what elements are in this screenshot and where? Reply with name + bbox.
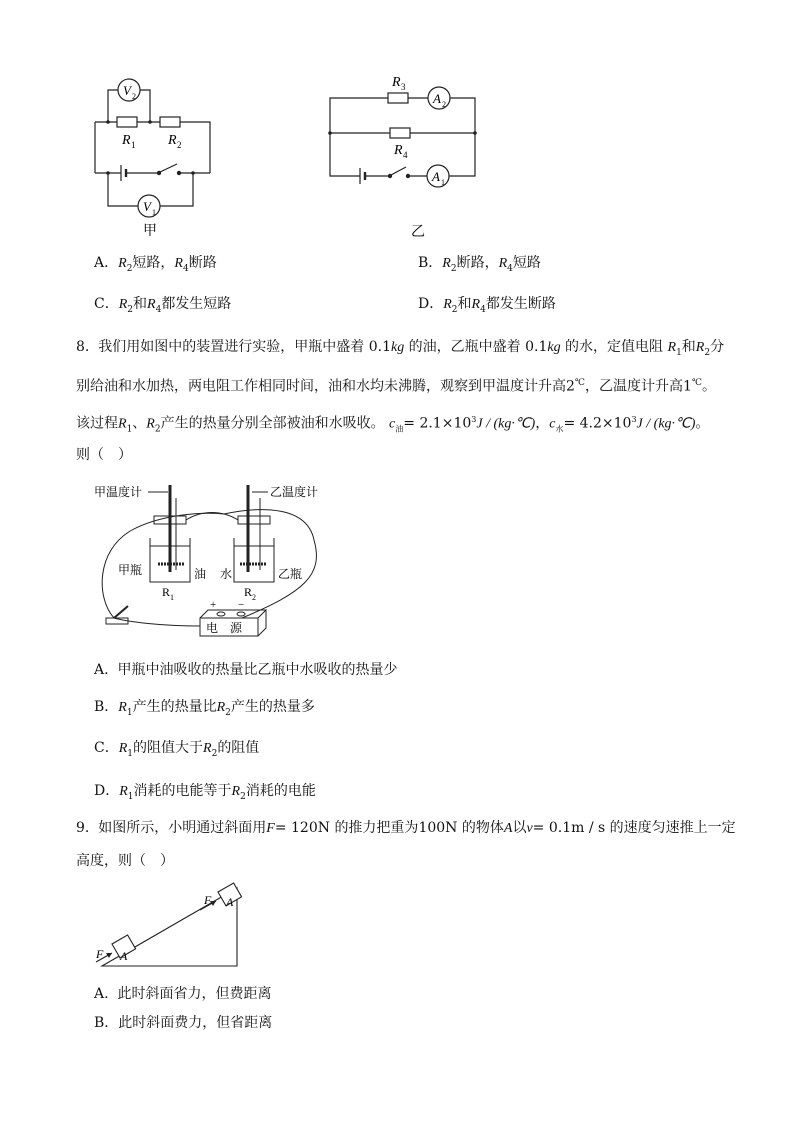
incline-figure	[92, 880, 252, 972]
resistor-symbol: R	[118, 416, 127, 432]
a1-label: A	[432, 169, 440, 184]
subscript: 4	[155, 304, 162, 315]
resistor-symbol: R	[119, 784, 128, 799]
subscript: 1	[126, 707, 133, 718]
option-text: 消耗的电能	[245, 783, 316, 799]
q8-line-1	[76, 337, 724, 363]
therm-jia-label: 甲温度计	[94, 485, 143, 499]
temp-value: 2	[566, 378, 575, 395]
subscript: 2	[450, 263, 457, 274]
r3-label: R	[392, 75, 401, 90]
option-letter: D．	[94, 783, 120, 799]
resistor-symbol: R	[118, 297, 128, 312]
bottle-yi-label: 乙瓶	[278, 567, 303, 581]
subscript: 1	[676, 347, 682, 358]
option-text: 断路，	[456, 255, 499, 271]
question-number: 9.	[76, 820, 90, 836]
subscript: 4	[182, 263, 189, 274]
option-text: 消耗的电能等于	[133, 783, 232, 799]
object-symbol: A	[503, 821, 513, 836]
v2-sub: 2	[132, 92, 136, 101]
weight-value: 100N	[418, 820, 458, 836]
bottle-jia-label: 甲瓶	[118, 563, 143, 577]
r3-sub: 3	[401, 82, 406, 92]
stem-text: ，乙温度计升高	[585, 378, 683, 395]
stem-text: 。	[695, 415, 710, 432]
stem-text: 、	[132, 415, 147, 432]
resistor-symbol: R	[442, 256, 451, 271]
stem-text: 则（ ）	[76, 447, 132, 463]
subscript: 2	[704, 347, 711, 358]
formula: c	[549, 416, 556, 432]
circuit-yi-diagram	[320, 70, 490, 242]
option-letter: C．	[94, 740, 119, 756]
v1-label: V	[143, 199, 151, 214]
formula: v	[526, 821, 533, 836]
option-text: 产生的热量多	[230, 699, 315, 715]
option-letter: D．	[418, 296, 444, 312]
resistor-symbol: R	[118, 256, 127, 271]
q9-line-2	[76, 851, 174, 871]
unit: J / (kg·℃)	[636, 416, 696, 432]
option-text: 和	[133, 296, 148, 312]
resistor-symbol: R	[695, 340, 705, 355]
q8-line-3	[76, 410, 709, 439]
subscript: 2	[127, 304, 134, 315]
unit: J / (kg·℃)	[476, 416, 536, 432]
q8-line-4	[76, 445, 132, 465]
stem-text: 我们用如图中的装置进行实验，甲瓶中盛着	[98, 339, 365, 355]
subscript: 2	[451, 304, 458, 315]
subscript: 水	[555, 424, 564, 434]
r1-fig-sub: 1	[170, 593, 174, 602]
stem-text: 和	[681, 339, 696, 355]
resistor-symbol: R	[443, 297, 452, 312]
resistor-symbol: R	[118, 700, 127, 715]
unit: kg	[390, 340, 405, 355]
a2-sub: 2	[442, 100, 446, 109]
water-label: 水	[220, 567, 233, 581]
resistor-symbol: R	[203, 741, 212, 756]
q7-option-a	[94, 253, 217, 279]
r2-fig-sub: 2	[252, 593, 256, 602]
option-text: 的阻值大于	[133, 740, 204, 756]
formula: = 120N	[274, 820, 330, 836]
option-letter: B．	[418, 255, 443, 271]
v2-label: V	[123, 83, 131, 98]
yi-caption: 乙	[411, 225, 425, 240]
q8-option-d	[94, 781, 316, 807]
option-text: 短路	[512, 255, 541, 271]
v1-sub: 1	[152, 208, 156, 217]
r4-label: R	[394, 143, 403, 158]
q8-option-a	[94, 660, 397, 680]
r4-sub: 4	[403, 150, 408, 160]
resistor-symbol: R	[147, 297, 156, 312]
therm-yi-label: 乙温度计	[270, 485, 319, 499]
q8-line-2	[76, 373, 716, 397]
resistor-symbol: R	[498, 256, 508, 271]
a1-sub: 1	[441, 178, 445, 187]
formula: = 2.1×10	[403, 415, 472, 432]
stem-text: 的速度匀速推上一定	[609, 820, 736, 836]
stem-text: ，	[535, 415, 550, 432]
formula: c	[389, 416, 396, 432]
stem-text: 产生的热量分别全部被油和水吸收。	[160, 415, 385, 432]
block-label-top: A	[226, 895, 234, 909]
formula: = 4.2×10	[563, 415, 632, 432]
stem-text: 该过程	[76, 415, 118, 432]
option-letter: A.	[94, 986, 109, 1002]
force-label-bottom: F	[96, 947, 104, 961]
block-label-bottom: A	[120, 949, 128, 963]
subscript: 2	[211, 748, 218, 759]
resistor-symbol: R	[216, 700, 226, 715]
oil-label: 油	[194, 567, 207, 581]
mass-value: 0.1	[525, 339, 548, 355]
subscript: 2	[154, 424, 161, 435]
jia-caption: 甲	[143, 224, 157, 239]
q8-option-b	[94, 697, 315, 723]
subscript: 4	[480, 304, 486, 315]
q7-option-d	[418, 294, 556, 320]
question-number: 8.	[76, 339, 90, 355]
subscript: 1	[127, 791, 134, 802]
subscript: 2	[126, 263, 133, 274]
q7-option-b	[418, 253, 541, 279]
stem-text: 的推力把重为	[334, 820, 419, 836]
q9-option-b	[94, 1013, 272, 1033]
option-text: 都发生断路	[485, 296, 556, 312]
power-label: 电 源	[206, 621, 243, 635]
temp-value: 1	[683, 378, 692, 395]
option-letter: B．	[94, 1015, 119, 1031]
stem-text: 的物体	[461, 820, 504, 836]
a2-label: A	[433, 91, 441, 106]
stem-text: 的水，定值电阻	[565, 339, 664, 355]
exponent: 3	[471, 415, 477, 424]
q9-option-a	[94, 984, 271, 1004]
option-letter: C．	[94, 296, 119, 312]
option-text: 此时斜面省力，但费距离	[117, 986, 272, 1002]
option-text: 的阻值	[217, 740, 260, 756]
option-letter: A．	[94, 255, 119, 271]
resistor-symbol: R	[118, 741, 128, 756]
r2-sub: 2	[177, 140, 182, 150]
option-text: 断路	[188, 255, 217, 271]
stem-text: 如图所示，小明通过斜面用	[98, 820, 267, 836]
formula: = 0.1m / s	[532, 820, 606, 836]
plus-terminal: +	[210, 599, 217, 611]
option-letter: B．	[94, 699, 119, 715]
stem-text: 以	[512, 820, 527, 836]
force-label-top: F	[204, 893, 212, 907]
option-text: 短路，	[132, 255, 175, 271]
stem-text: 高度，则（ ）	[76, 853, 174, 869]
formula: F	[266, 821, 275, 836]
r1-fig-label: R	[162, 585, 171, 599]
r2-label: R	[168, 133, 177, 148]
subscript: 4	[507, 263, 513, 274]
r1-sub: 1	[131, 140, 136, 150]
q7-option-c	[94, 294, 231, 320]
option-letter: A.	[94, 662, 109, 678]
subscript: 油	[395, 424, 404, 434]
stem-text: 。	[702, 378, 716, 395]
mass-value: 0.1	[368, 339, 391, 355]
subscript: 1	[126, 424, 133, 435]
subscript: 2	[225, 707, 231, 718]
r2-fig-label: R	[244, 585, 253, 599]
q9-line-1	[76, 818, 736, 839]
stem-text: 别给油和水加热，两电阻工作相同时间，油和水均未沸腾，观察到甲温度计升高	[76, 378, 566, 395]
subscript: 1	[127, 748, 134, 759]
stem-text: 分	[710, 339, 725, 355]
resistor-symbol: R	[231, 784, 241, 799]
q8-experiment-figure	[92, 480, 332, 650]
resistor-symbol: R	[471, 297, 481, 312]
resistor-symbol: R	[146, 416, 155, 432]
circuit-jia-diagram	[85, 70, 235, 240]
r1-label: R	[122, 133, 131, 148]
unit: ℃	[691, 378, 702, 388]
option-text: 产生的热量比	[132, 699, 217, 715]
minus-terminal: −	[238, 599, 245, 611]
subscript: 2	[240, 791, 246, 802]
unit: ℃	[574, 378, 585, 388]
unit: kg	[547, 340, 561, 355]
option-text: 都发生短路	[161, 296, 232, 312]
resistor-symbol: R	[174, 256, 183, 271]
resistor-symbol: R	[667, 340, 677, 355]
exponent: 3	[631, 415, 637, 424]
stem-text: 的油，乙瓶中盛着	[408, 339, 521, 355]
option-text: 此时斜面费力，但省距离	[118, 1015, 273, 1031]
option-text: 甲瓶中油吸收的热量比乙瓶中水吸收的热量少	[117, 662, 398, 678]
q8-option-c	[94, 738, 259, 764]
option-text: 和	[457, 296, 472, 312]
